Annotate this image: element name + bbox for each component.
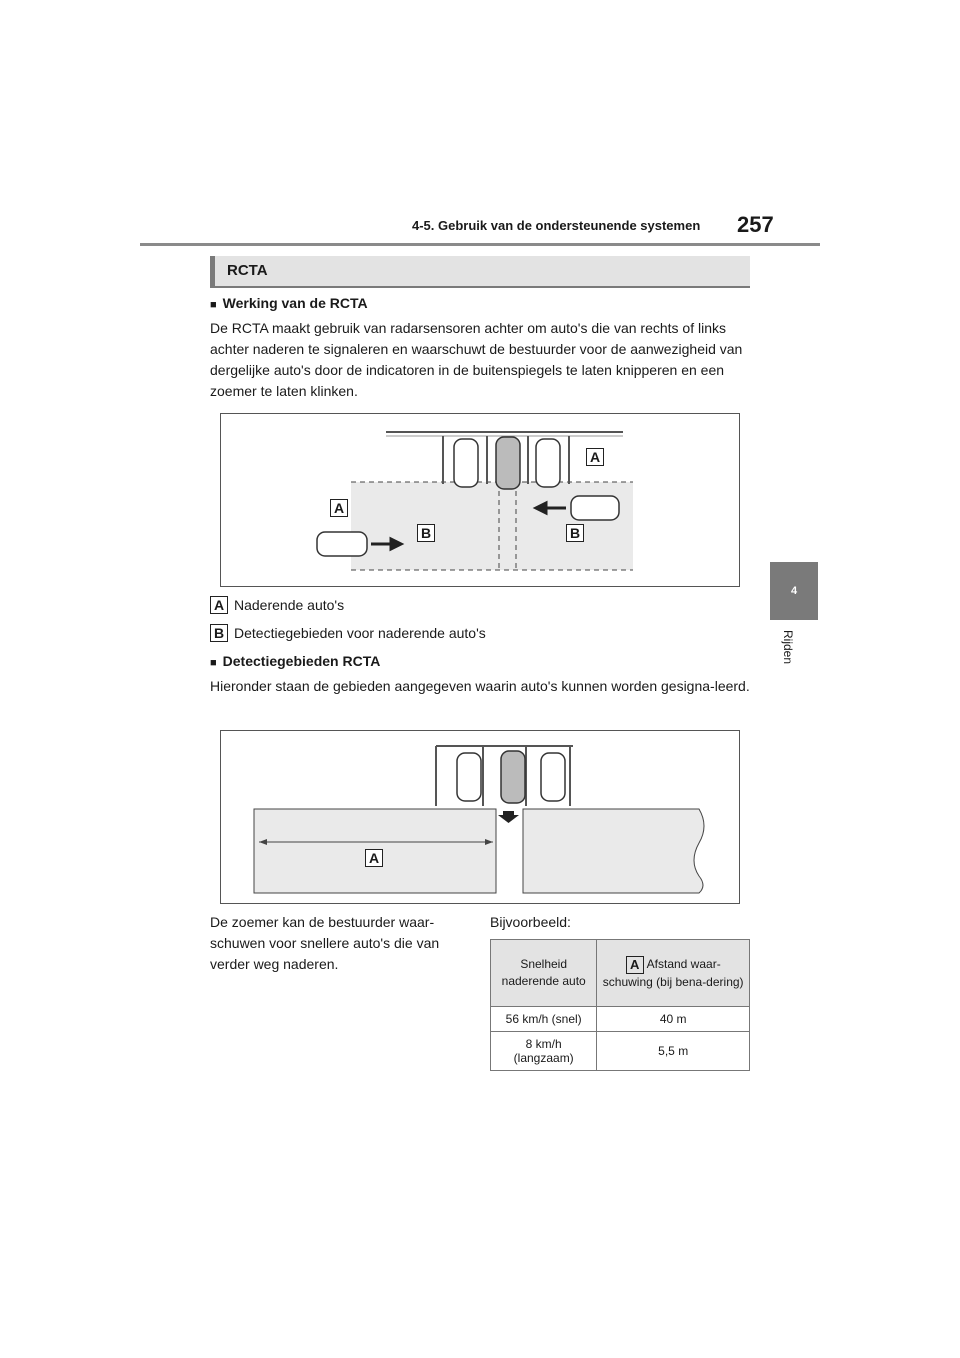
- warning-distance-table: [490, 939, 750, 1071]
- speed-column-header: Snelheid naderende auto: [491, 940, 597, 1007]
- legend-key-a: A: [210, 596, 228, 614]
- legend-text-b: Detectiegebieden voor naderende auto's: [234, 625, 486, 641]
- detection-area-diagram: [221, 731, 739, 903]
- speed-cell: 8 km/h (langzaam): [491, 1032, 597, 1071]
- figure1-label-b-right: B: [566, 524, 584, 542]
- figure1-label-a-left: A: [330, 499, 348, 517]
- table-header-row: [491, 940, 750, 1007]
- detection-zone: [351, 482, 633, 570]
- chapter-tab-label: Rijden: [781, 630, 795, 665]
- legend-text-a: Naderende auto's: [234, 597, 345, 613]
- section-header: [210, 256, 750, 288]
- distance-header-key: A: [626, 956, 644, 974]
- table-row: [491, 1032, 750, 1071]
- legend-key-b: B: [210, 624, 228, 642]
- detection-body: Hieronder staan de gebieden aangegeven waarin auto's kunnen worden gesigna-leerd.: [210, 678, 750, 694]
- example-label: Bijvoorbeeld:: [490, 914, 571, 930]
- rcta-operation-figure: [220, 413, 740, 587]
- legend-item-b: [210, 624, 486, 642]
- distance-column-header: [597, 940, 750, 1007]
- chapter-tab: [770, 562, 818, 620]
- figure1-label-b-left: B: [417, 524, 435, 542]
- parking-diagram: [221, 414, 739, 586]
- figure1-label-a-right: A: [586, 448, 604, 466]
- header-divider: [140, 243, 820, 246]
- distance-cell: 40 m: [597, 1007, 750, 1032]
- section-title: RCTA: [227, 262, 268, 279]
- detection-heading: ■ Detectiegebieden RCTA: [210, 653, 380, 669]
- distance-cell: 5,5 m: [597, 1032, 750, 1071]
- operation-heading: ■ Werking van de RCTA: [210, 295, 368, 311]
- chapter-title: 4-5. Gebruik van de ondersteunende systemen: [412, 218, 701, 233]
- figure2-label-a: A: [365, 849, 383, 867]
- table-row: [491, 1007, 750, 1032]
- distance-header-text: Afstand waar-schuwing (bij bena-dering): [602, 956, 744, 989]
- operation-body: De RCTA maakt gebruik van radarsensoren achter om auto's die van rechts of links achter naderen te signaleren en waarschuwt de bestuurder voor de aanwezigheid van dergelijke auto's door de indicatoren in de buitenspiegels te laten knipperen en een zoemer te laten klinken.: [210, 320, 743, 399]
- legend-item-a: [210, 596, 344, 614]
- page-number: 257: [737, 212, 774, 237]
- buzzer-note: De zoemer kan de bestuurder waar-schuwen voor snellere auto's die van verder weg naderen.: [210, 914, 440, 972]
- speed-cell: 56 km/h (snel): [491, 1007, 597, 1032]
- detection-area-figure: [220, 730, 740, 904]
- chapter-tab-number: 4: [790, 585, 798, 597]
